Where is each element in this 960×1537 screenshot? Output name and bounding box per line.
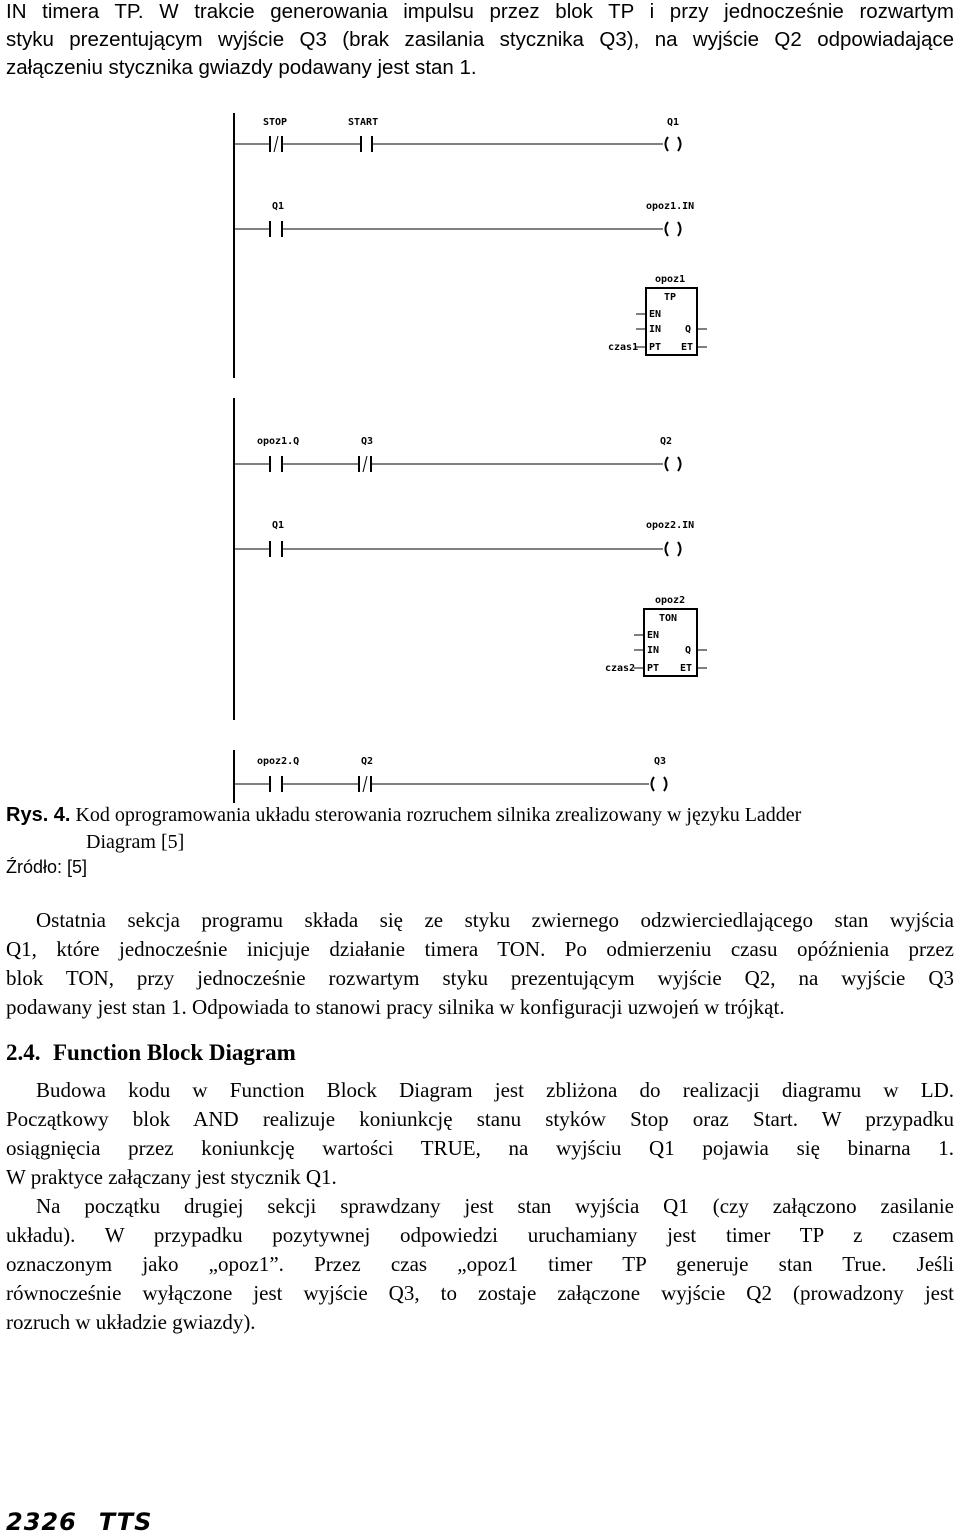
coil-label: Q1 xyxy=(667,117,680,128)
block-type: TP xyxy=(664,292,677,303)
para2-line-3: blok TON, przy jednocześnie rozwartym styku prezentującym wyjście Q2, na wyjście Q3 xyxy=(6,966,954,990)
contact-label: Q1 xyxy=(272,520,285,531)
para3-line-7: oznaczonym jako „opoz1”. Przez czas „opoz1 timer TP generuje stan True. Jeśli xyxy=(6,1252,954,1276)
block-input: IN xyxy=(649,324,662,335)
body-paragraph-2 xyxy=(6,906,954,1022)
intro-line-3: załączeniu stycznika gwiazdy podawany jest stan 1. xyxy=(6,56,477,79)
contact-label: opoz2.Q xyxy=(257,756,300,767)
para3-line-8: równocześnie wyłączone jest wyjście Q3, to zostaje załączone wyjście Q2 (prowadzony jest xyxy=(6,1281,954,1305)
block-output: ET xyxy=(681,342,694,353)
para3-line-9: rozruch w układzie gwiazdy). xyxy=(6,1310,256,1334)
coil-label: opoz1.IN xyxy=(646,201,695,212)
section-number: 2.4. xyxy=(6,1040,41,1065)
section-heading xyxy=(6,1040,296,1066)
body-paragraph-3 xyxy=(6,1076,954,1337)
coil-label: Q3 xyxy=(654,756,667,767)
block-input: IN xyxy=(647,645,660,656)
block-name: opoz2 xyxy=(655,595,686,606)
coil-label: Q2 xyxy=(660,436,673,447)
page-number: 2326 xyxy=(6,1508,77,1536)
rung-2 xyxy=(234,201,694,237)
intro-line-2: styku prezentującym wyjście Q3 (brak zasilania stycznika Q3), na wyjście Q2 odpowiadające xyxy=(6,28,954,51)
contact-label: STOP xyxy=(263,117,288,128)
ton-block xyxy=(605,595,707,676)
coil-label: opoz2.IN xyxy=(646,520,695,531)
rung-5 xyxy=(234,756,667,792)
block-param: czas1 xyxy=(608,342,639,353)
caption-label: Rys. 4. xyxy=(6,804,71,826)
contact-label: Q2 xyxy=(361,756,374,767)
section-title: Function Block Diagram xyxy=(53,1040,296,1065)
para2-line-2: Q1, które jednocześnie inicjuje działanie timera TON. Po odmierzeniu czasu opóźnienia przez xyxy=(6,937,954,961)
figure-source: Źródło: [5] xyxy=(6,857,88,877)
para2-line-4: podawany jest stan 1. Odpowiada to stanowi pracy silnika w konfiguracji uzwojeń w trójkąt. xyxy=(6,995,785,1019)
tp-block xyxy=(608,274,707,355)
para3-line-3: osiągnięcia przez koniunkcję wartości TRUE, na wyjściu Q1 pojawia się binarna 1. xyxy=(6,1136,954,1160)
para3-line-1: Budowa kodu w Function Block Diagram jest zbliżona do realizacji diagramu w LD. xyxy=(36,1078,954,1102)
contact-label: opoz1.Q xyxy=(257,436,300,447)
caption-text-2: Diagram [5] xyxy=(86,831,185,853)
block-input: PT xyxy=(649,342,662,353)
para3-line-6: układu). W przypadku pozytywnej odpowiedzi uruchamiany jest timer TP z czasem xyxy=(6,1223,954,1247)
figure-caption xyxy=(6,802,954,856)
rung-1 xyxy=(234,117,681,152)
rung-3 xyxy=(234,436,681,472)
block-input: EN xyxy=(647,630,660,641)
block-param: czas2 xyxy=(605,663,636,674)
para2-line-1: Ostatnia sekcja programu składa się ze styku zwiernego odzwierciedlającego stan wyjścia xyxy=(36,908,954,932)
rung-4 xyxy=(234,520,694,557)
block-input: PT xyxy=(647,663,660,674)
block-output: Q xyxy=(685,645,692,656)
block-output: ET xyxy=(680,663,693,674)
block-output: Q xyxy=(685,324,692,335)
ladder-diagram xyxy=(222,108,722,803)
para3-line-2: Początkowy blok AND realizuje koniunkcję stanu styków Stop oraz Start. W przypadku xyxy=(6,1107,954,1131)
block-type: TON xyxy=(659,613,678,624)
block-input: EN xyxy=(649,309,662,320)
para3-line-5: Na początku drugiej sekcji sprawdzany jest stan wyjścia Q1 (czy załączono zasilanie xyxy=(36,1194,954,1218)
intro-line-1: IN timera TP. W trakcie generowania impulsu przez blok TP i przy jednocześnie rozwartym xyxy=(6,0,954,23)
page-footer xyxy=(6,1508,174,1536)
caption-text-1: Kod oprogramowania układu sterowania rozruchem silnika zrealizowany w języku Ladder xyxy=(75,804,802,826)
intro-paragraph xyxy=(6,0,954,82)
contact-label: Q1 xyxy=(272,201,285,212)
contact-label: Q3 xyxy=(361,436,374,447)
para3-line-4: W praktyce załączany jest stycznik Q1. xyxy=(6,1165,337,1189)
contact-label: START xyxy=(348,117,379,128)
journal-name: TTS xyxy=(98,1508,153,1536)
block-name: opoz1 xyxy=(655,274,686,285)
